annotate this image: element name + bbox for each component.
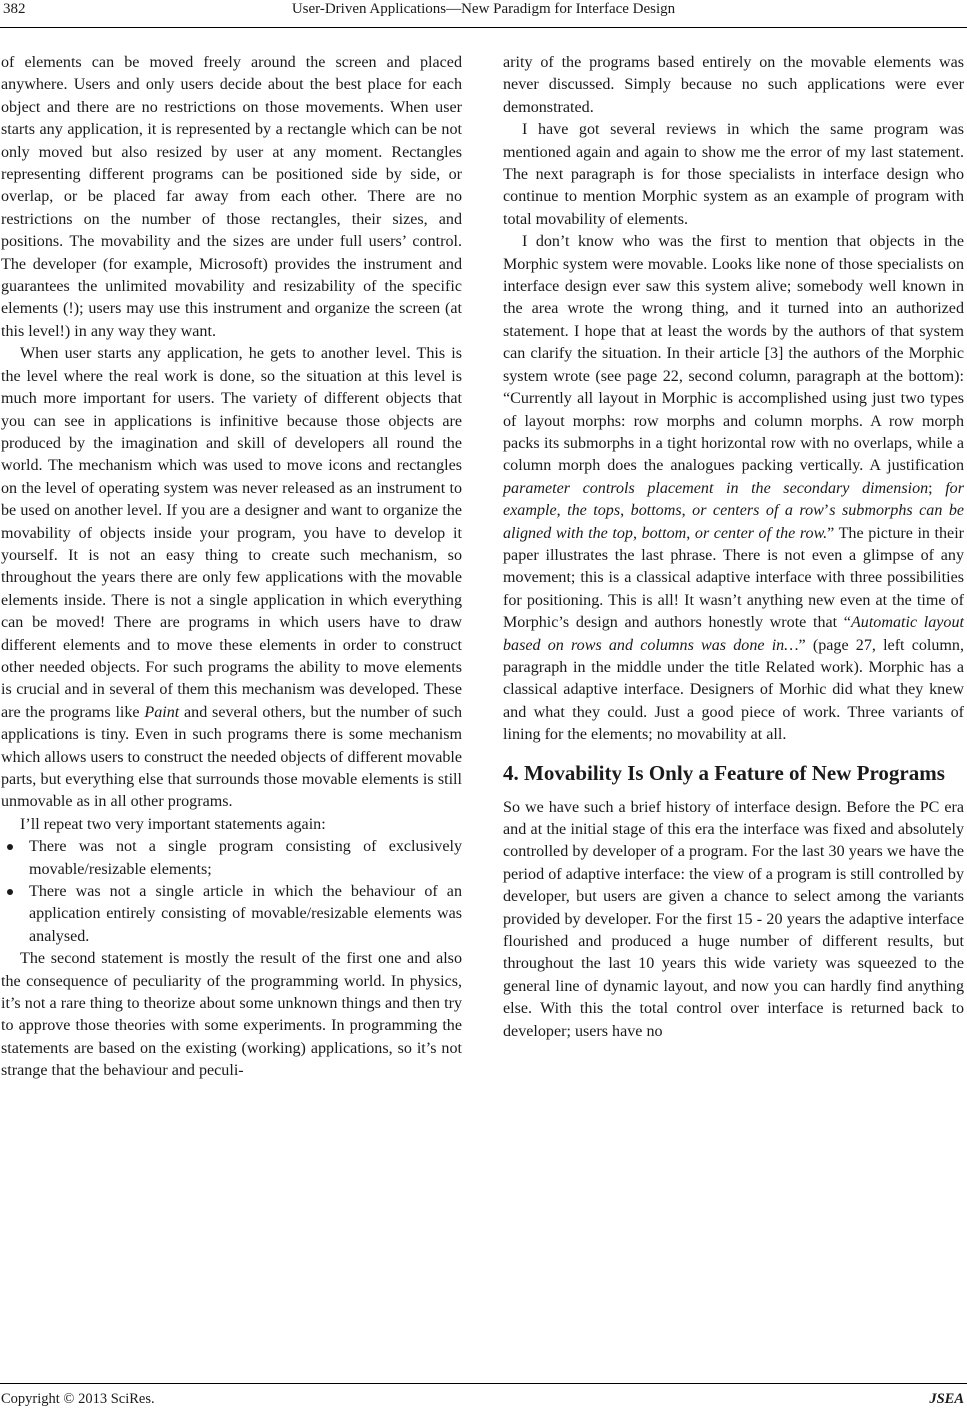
footer-rule	[0, 1383, 967, 1384]
text-run: When user starts any application, he gets to another level. This is the level where the real work is done, so the situation at this level is much more important for users. The variety of different objects that you can see in applications is infinitive because those objects are produced by the imagination and skill of developers all round the world. The mechanism which was used to move icons and rectangles on the level of operating system was never released as an instrument to be used on another level. If you are a designer and want to organize the movability of objects inside your program, you have to develop it yourself. It is not an easy thing to create such mechanism, so throughout the years there are only few applications with the movable elements inside. There is not a single application in which everything can be moved! There are programs in which users have to draw different elements and to move these elements in order to construct other needed objects. For such programs the ability to move elements is crucial and in several of them this mechanism was developed. These are the programs like	[1, 345, 462, 721]
paragraph: of elements can be moved freely around the screen and placed anywhere. Users and only users decide about the best place for each object and there are no restrictions on those movements. When user starts any application, it is represented by a rectangle which can be not only moved but also resized by user at any moment. Rectangles representing different programs can be positioned side by side, or overlap, or be placed far away from each other. There are no restrictions on the number of those rectangles, their sizes, and positions. The movability and the sizes are under full users’ control. The developer (for example, Microsoft) provides the instrument and guarantees the unlimited movability and resizability of the specific elements (!); users may use this instrument and organize the screen (at this level!) in any way they want.	[1, 54, 462, 340]
text-run: ,	[556, 502, 568, 520]
text-run: ” (page 27, left column, paragraph in the middle under the title Related work). Morphic has a classical adaptive interface. Designers of Morhic did what they knew and what they could. Just a good piece of work. Three variants of lining for the elements; no movability at all.	[503, 636, 965, 744]
copyright-notice: Copyright © 2013 SciRes.	[1, 1391, 155, 1407]
quote-italic: bottom	[641, 524, 687, 542]
italic-term: Paint	[144, 703, 180, 721]
list-item	[1, 836, 462, 881]
quote-italic: or center of the row.	[694, 524, 828, 542]
bullet-list	[1, 836, 462, 948]
header-rule	[0, 27, 967, 28]
page-number: 382	[3, 1, 26, 17]
page-footer	[0, 1390, 967, 1412]
quote-italic: Automatic layout based on rows and columns was done in…	[503, 614, 964, 654]
list-item	[1, 881, 462, 948]
paragraph: I’ll repeat two very important statements again:	[20, 815, 326, 833]
paragraph: I have got several reviews in which the same program was mentioned again and again to show me the error of my last statement. The next paragraph is for those specialists in interface design who continue to mention Morphic system as an example of program with total movability of elements.	[503, 121, 964, 228]
left-column	[1, 52, 462, 1083]
list-item-text: There was not a single program consisting of exclusively movable/resizable elements;	[29, 838, 462, 878]
text-run: ’	[823, 502, 830, 520]
quote-italic: the tops	[567, 502, 621, 520]
text-run: and several others, but the number of such applications is tiny. Even in such programs there is some mechanism which allows users to construct the needed objects of different movable parts, but everything else that surrounds those movable elements is still unmovable as in all other programs.	[1, 703, 462, 811]
paragraph: The second statement is mostly the result of the first one and also the consequence of peculiarity of the programming world. In physics, it’s not a rare thing to theorize about some unknown things and then try to approve those theories with some experiments. In programming the statements are based on the existing (working) applications, so it’s not strange that the behaviour and peculi-	[1, 950, 462, 1080]
page-header	[0, 0, 967, 22]
bullet-icon	[7, 844, 13, 850]
section-heading: 4. Movability Is Only a Feature of New Programs	[503, 760, 945, 785]
quote-italic: for example	[503, 479, 964, 520]
quote-italic: parameter controls placement in the secondary dimension	[503, 479, 929, 497]
paragraph: arity of the programs based entirely on the movable elements was never discussed. Simply because no such applications were ever demonstrated.	[503, 54, 964, 116]
right-column	[503, 52, 964, 1043]
text-run: ” The picture in their paper illustrates the last phrase. There is not even a glimpse of any movement; this is a classical adaptive interface with three possibilities for positioning. This is all! It wasn’t anything new even at the time of Morphic’s design and authors honestly wrote that “	[503, 524, 965, 632]
paragraph: So we have such a brief history of interface design. Before the PC era and at the initial stage of this era the interface was fixed and absolutely controlled by developer of a program. For the last 30 years we have the period of adaptive interface: the view of a program is still controlled by developer, but users are given a chance to select among the variants provided by developer. For the first 15 - 20 years the adaptive interface flourished and produced a huge number of different results, but throughout the last 10 years this wide variety was squeezed to the general line of dynamic layout, and now you can hardly find anything else. With this the total control over interface is returned back to developer; users have no	[503, 798, 964, 1040]
text-run: ;	[928, 479, 946, 497]
paragraph	[503, 231, 964, 746]
bullet-icon	[7, 889, 13, 895]
quote-italic: s submorphs can be aligned with the top	[503, 502, 965, 542]
paragraph	[1, 343, 462, 814]
text-run: ,	[632, 524, 642, 542]
quote-italic: bottoms	[630, 502, 682, 520]
quote-italic: or centers of a row	[692, 502, 824, 520]
text-run: ,	[686, 524, 695, 542]
running-title: User-Driven Applications—New Paradigm for Interface Design	[291, 1, 676, 17]
text-run: ,	[681, 502, 693, 520]
text-run: ,	[620, 502, 631, 520]
list-item-text: There was not a single article in which the behaviour of an application entirely consisting of movable/resizable elements was analysed.	[29, 883, 462, 945]
journal-abbreviation: JSEA	[929, 1391, 964, 1407]
text-run: I don’t know who was the first to mention that objects in the Morphic system were movable. Looks like none of those specialists on interface design ever saw this system alive; somebody well known in the area wrote the wrong thing, and it turned into an authorized statement. I hope that at least the words by the authors of that system can clarify the situation. In their article [3] the authors of the Morphic system wrote (see page 22, second column, paragraph at the bottom): “Currently all layout in Morphic is accomplished using just two types of layout morphs: row morphs and column morphs. A row morph packs its submorphs in a tight horizontal row with no overlaps, while a column morph does the analogues packing vertically. A justification	[503, 233, 964, 475]
